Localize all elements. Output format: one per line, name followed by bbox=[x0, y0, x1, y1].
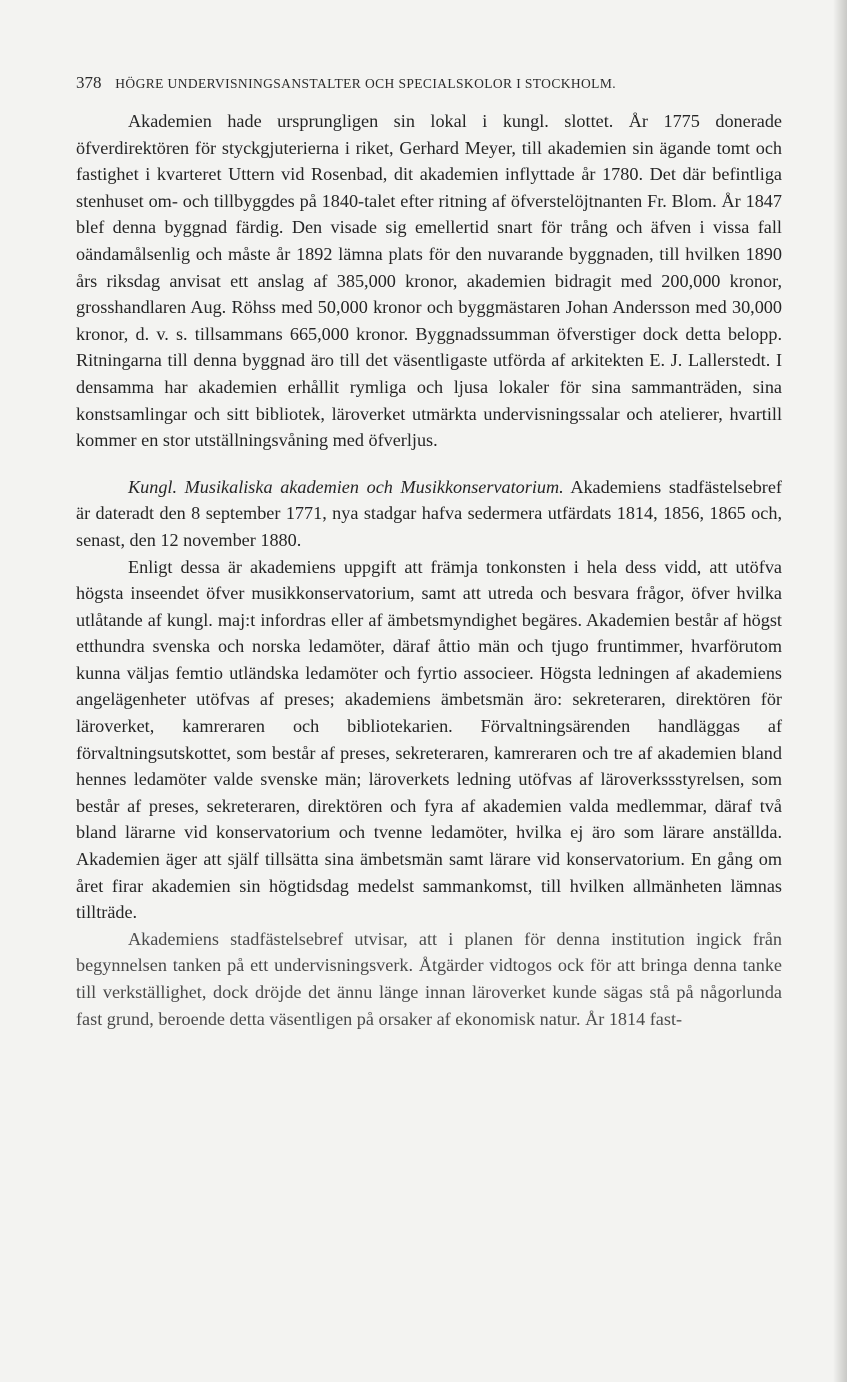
page-body bbox=[76, 108, 782, 1032]
paragraph-academy-statutes: Enligt dessa är akademiens uppgift att främja tonkonsten i hela dess vidd, att utöfva högsta inseendet öfver musikkonservatorium, samt att utreda och besvara frågor, öfver hvilka utlåtande af kungl. maj:t infordras eller af ämbetsmyndighet begäres. Akademien består af högst etthundra svenska och norska ledamöter, däraf åttio män och tjugo fruntimmer, hvarförutom kunna väljas femtio utländska ledamöter och fyrtio associeer. Högsta ledningen af akademiens angelägenheter utöfvas af preses; akademiens ämbetsmän äro: sekreteraren, direktören för läroverket, kamreraren och bibliotekarien. Förvaltningsärenden handläggas af förvaltningsutskottet, som består af preses, sekreteraren, kamreraren och tre af akademien bland hennes ledamöter valde svenske män; läroverkets ledning utöfvas af läroverkssstyrelsen, som består af preses, sekreteraren, direktören och fyra af akademien valda medlemmar, däraf två bland lärarne vid konservatorium och tvenne ledamöter, hvilka ej äro som lärare anställda. Akademien äger att själf tillsätta sina ämbetsmän samt lärare vid konservatorium. En gång om året firar akademien sin högtidsdag medelst sammankomst, till hvilken allmänheten lämnas tillträde. bbox=[76, 556, 782, 923]
paragraph-conservatory-history: Akademiens stadfästelsebref utvisar, att i planen för denna institution ingick från begynnelsen tanken på ett undervisningsverk. Åtgärder vidtogos ock för att bringa denna tanke till verkställighet, dock dröjde det ännu länge innan läroverket kunde sägas stå på någorlunda fast grund, beroende detta väsentligen på orsaker af ekonomisk natur. År 1814 fast- bbox=[76, 928, 782, 1029]
page-number: 378 bbox=[76, 73, 102, 92]
section-heading-italic: Kungl. Musikaliska akademien och Musikkonservatorium. bbox=[128, 476, 564, 497]
paragraph-music-academy-heading bbox=[76, 474, 782, 554]
page-edge-shadow bbox=[833, 0, 847, 1382]
running-title: HÖGRE UNDERVISNINGSANSTALTER OCH SPECIALSKOLOR I STOCKHOLM. bbox=[115, 76, 617, 91]
paragraph-academy-building: Akademien hade ursprungligen sin lokal i kungl. slottet. År 1775 donerade öfverdirektören för styckgjuterierna i riket, Gerhard Meyer, till akademien sin ägande tomt och fastighet i kvarteret Uttern vid Rosenbad, dit akademien inflyttade år 1780. Det där befintliga stenhuset om- och tillbyggdes på 1840-talet efter ritning af öfverstelöjtnanten Fr. Blom. År 1847 blef denna byggnad färdig. Den visade sig emellertid snart för trång och äfven i vissa fall oändamålsenlig och måste år 1892 lämna plats för den nuvarande byggnaden, till hvilken 1890 års riksdag anvisat ett anslag af 385,000 kronor, akademien bidragit med 200,000 kronor, grosshandlaren Aug. Röhss med 50,000 kronor och byggmästaren Johan Andersson med 30,000 kronor, d. v. s. tillsammans 665,000 kronor. Byggnadssumman öfverstiger dock detta belopp. Ritningarna till denna byggnad äro till det väsentligaste utförda af arkitekten E. J. Lallerstedt. I densamma har akademien erhållit rymliga och ljusa lokaler för sina sammanträden, sina konstsamlingar och sitt bibliotek, läroverket utmärkta undervisningssalar och atelierer, hvartill kommer en stor utställningsvåning med öfverljus. bbox=[76, 111, 782, 451]
paragraph-music-academy-text: Akademiens stadfästelsebref är dateradt den 8 september 1771, nya stadgar hafva sedermera utfärdats 1814, 1856, 1865 och, senast, den 12 november 1880. bbox=[76, 476, 782, 550]
running-header bbox=[76, 73, 776, 93]
